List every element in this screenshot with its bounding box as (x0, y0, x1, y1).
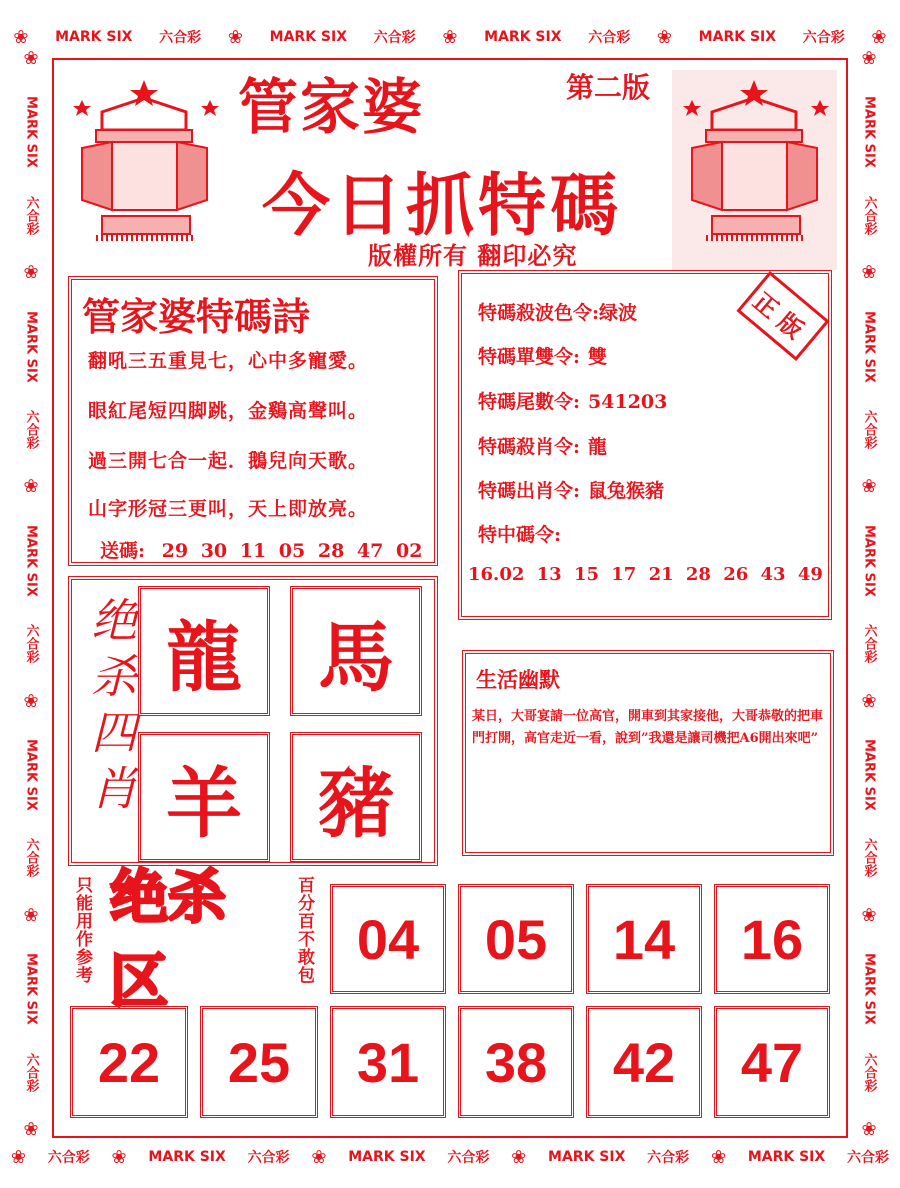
strip-mark-text: MARK SIX (861, 953, 877, 1026)
flower-icon: ❀ (710, 1146, 727, 1168)
flower-icon: ❀ (861, 262, 877, 284)
strip-mark-text: MARK SIX (747, 1149, 826, 1165)
poem-line: 過三開七合一起．鵝兒向天歌。 (88, 450, 369, 472)
strip-brand-text: 六合彩 (373, 30, 416, 46)
strip-brand-text: 六合彩 (861, 1052, 877, 1092)
strip-mark-text: MARK SIX (861, 310, 877, 383)
hit-numbers: 16.02 13 15 17 21 28 26 43 49 (468, 564, 823, 585)
strip-brand-text: 六合彩 (861, 409, 877, 449)
strip-brand-text: 六合彩 (861, 195, 877, 235)
kill-number-cell: 16 (714, 884, 830, 994)
flower-icon: ❀ (23, 262, 39, 284)
humor-text: 某日，大哥宴請一位高官，開車到其家接他，大哥恭敬的把車門打開，高官走近一看，說到”我還是讓司機把A6開出來吧” (472, 709, 824, 746)
poem-line: 翻吼三五重見七，心中多寵愛。 (88, 350, 369, 372)
flower-icon: ❀ (13, 26, 29, 48)
edition-label: 第二版 (566, 71, 651, 104)
strip-brand-text: 六合彩 (23, 195, 39, 235)
strip-brand-text: 六合彩 (647, 1150, 690, 1166)
strip-brand-text: 六合彩 (588, 30, 631, 46)
kill-wave-value: 绿波 (599, 302, 638, 324)
strip-mark-text: MARK SIX (23, 739, 39, 811)
kill-number-cell: 22 (70, 1006, 188, 1118)
kill-number-cell: 25 (200, 1006, 318, 1118)
hit-label: 特中碼令: (478, 524, 562, 546)
flower-icon: ❀ (23, 1119, 39, 1141)
right-border-strip (852, 34, 886, 1154)
out-zodiac-label: 特碼出肖令: (478, 480, 581, 502)
flower-icon: ❀ (861, 47, 877, 69)
flower-icon: ❀ (861, 690, 877, 712)
genuine-stamp: 正版 (736, 271, 829, 361)
flower-icon: ❀ (23, 476, 39, 498)
strip-brand-text: 六合彩 (23, 409, 39, 449)
strip-mark-text: MARK SIX (148, 1149, 226, 1165)
flower-icon: ❀ (311, 1146, 327, 1168)
flower-icon: ❀ (111, 1146, 127, 1168)
reference-note: 只能用作参考 (72, 876, 92, 984)
strip-mark-text: MARK SIX (698, 29, 777, 45)
strip-brand-text: 六合彩 (247, 1150, 290, 1166)
flower-icon: ❀ (23, 690, 39, 712)
strip-mark-text: MARK SIX (23, 96, 39, 169)
strip-mark-text: MARK SIX (269, 29, 347, 45)
strip-brand-text: 六合彩 (861, 624, 877, 664)
kill-zodiac-row (478, 432, 607, 459)
left-border-strip (14, 34, 48, 1154)
flower-icon: ❀ (511, 1146, 527, 1168)
kill-zodiac-value: 龍 (588, 436, 608, 458)
flower-icon: ❀ (861, 1119, 877, 1141)
kill-number-cell: 47 (714, 1006, 830, 1118)
flower-icon: ❀ (23, 904, 39, 926)
strip-brand-text: 六合彩 (846, 1150, 889, 1166)
flower-icon: ❀ (861, 476, 877, 498)
flower-icon: ❀ (656, 26, 672, 48)
strip-mark-text: MARK SIX (484, 29, 562, 45)
strip-mark-text: MARK SIX (55, 29, 133, 45)
kill-number-cell: 05 (458, 884, 574, 994)
flower-icon: ❀ (10, 1146, 26, 1168)
out-zodiac-row (478, 476, 664, 503)
strip-brand-text: 六合彩 (23, 624, 39, 664)
strip-brand-text: 六合彩 (23, 838, 39, 878)
top-border-strip (0, 20, 900, 54)
strip-mark-text: MARK SIX (861, 524, 877, 597)
flower-icon: ❀ (861, 904, 877, 926)
strip-brand-text: 六合彩 (23, 1052, 39, 1092)
flower-icon: ❀ (871, 26, 887, 48)
strip-brand-text: 六合彩 (47, 1150, 90, 1166)
flower-icon: ❀ (23, 47, 39, 69)
kill-number-cell: 38 (458, 1006, 574, 1118)
kill-zodiac-cell: 龍 (138, 586, 270, 716)
strip-mark-text: MARK SIX (23, 524, 39, 597)
flower-icon: ❀ (442, 26, 458, 48)
kill-zone-label: 绝杀区 (110, 863, 227, 1015)
strip-mark-text: MARK SIX (861, 96, 877, 169)
flower-icon: ❀ (227, 26, 243, 48)
page-title: 管家婆 (238, 73, 424, 143)
poem-line: 眼紅尾短四脚跳，金鷄高聲叫。 (88, 400, 369, 422)
copyright-notice: 版權所有 翻印必究 (368, 241, 578, 270)
guarantee-note: 百分百不敢包 (294, 876, 314, 984)
kill-number-cell: 14 (586, 884, 702, 994)
gift-label: 送碼: (100, 540, 146, 562)
strip-brand-text: 六合彩 (159, 30, 202, 46)
kill-number-cell: 04 (330, 884, 446, 994)
kill-four-label: 绝杀四肖 (84, 596, 138, 820)
strip-brand-text: 六合彩 (447, 1150, 490, 1166)
kill-zodiac-cell: 羊 (138, 732, 270, 862)
kill-zodiac-label: 特碼殺肖令: (478, 436, 581, 458)
strip-mark-text: MARK SIX (348, 1149, 426, 1165)
kill-wave-label: 特碼殺波色令: (478, 302, 600, 324)
headline: 今日抓特碼 (262, 166, 623, 246)
strip-mark-text: MARK SIX (548, 1149, 626, 1165)
strip-mark-text: MARK SIX (861, 739, 877, 811)
poem-line: 山字形冠三更叫，天上即放亮。 (88, 498, 369, 520)
strip-mark-text: MARK SIX (23, 953, 39, 1026)
humor-title: 生活幽默 (476, 667, 560, 692)
bottom-border-strip (0, 1140, 900, 1174)
lantern-emblem-left (62, 70, 227, 270)
odd-even-label: 特碼單雙令: (478, 346, 581, 368)
odd-even-value: 雙 (588, 346, 608, 368)
tail-label: 特碼尾數令: (478, 391, 581, 413)
kill-zodiac-cell: 馬 (290, 586, 422, 716)
gift-numbers: 29 30 11 05 28 47 02 (161, 540, 423, 562)
strip-mark-text: MARK SIX (23, 310, 39, 383)
kill-number-cell: 42 (586, 1006, 702, 1118)
tail-value: 541203 (588, 391, 668, 413)
gift-numbers-row (100, 536, 422, 563)
lantern-emblem-right (672, 70, 837, 270)
poem-title: 管家婆特碼詩 (82, 294, 311, 339)
kill-zodiac-cell: 豬 (290, 732, 422, 862)
strip-brand-text: 六合彩 (861, 838, 877, 878)
strip-brand-text: 六合彩 (802, 30, 845, 46)
out-zodiac-value: 鼠兔猴豬 (588, 480, 665, 502)
kill-wave-row (478, 298, 637, 325)
odd-even-row (478, 342, 607, 369)
kill-number-cell: 31 (330, 1006, 446, 1118)
tail-row (478, 387, 667, 414)
